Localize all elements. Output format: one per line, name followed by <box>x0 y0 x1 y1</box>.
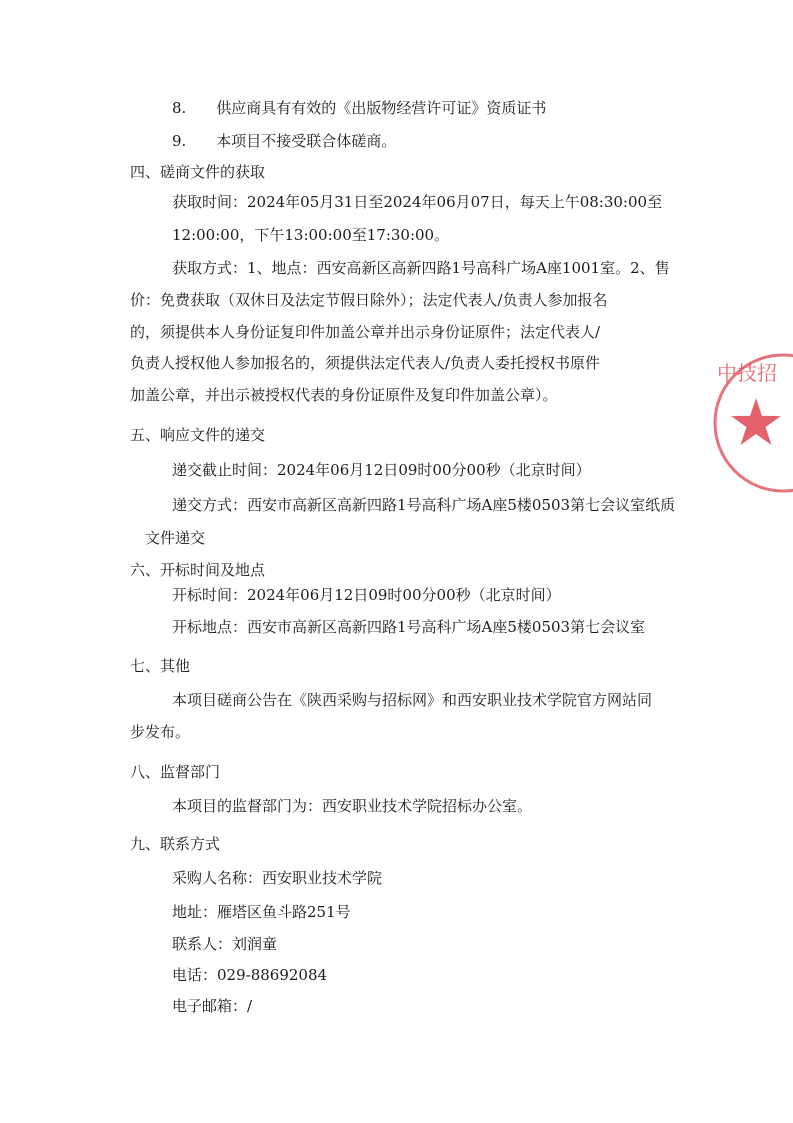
section-7-heading: 七、其他 <box>130 657 191 675</box>
section-6-place: 开标地点：西安市高新区高新四路1号高科广场A座5楼0503第七会议室 <box>172 618 646 636</box>
section-4-method-line-2: 价：免费获取（双休日及法定节假日除外）；法定代表人/负责人参加报名 <box>130 291 608 309</box>
seal-text: 中技招 <box>717 361 777 385</box>
contact-phone: 电话：029-88692084 <box>172 966 328 984</box>
section-6-heading: 六、开标时间及地点 <box>130 561 266 579</box>
section-5-method-line-1: 递交方式：西安市高新区高新四路1号高科广场A座5楼0503第七会议室纸质 <box>172 496 676 514</box>
section-5-heading: 五、响应文件的递交 <box>130 426 266 444</box>
contact-email: 电子邮箱：/ <box>172 997 253 1015</box>
seal-star-icon <box>731 398 781 445</box>
item-8: 8. 供应商具有有效的《出版物经营许可证》资质证书 <box>172 99 547 117</box>
section-4-method-line-1: 获取方式：1、地点：西安高新区高新四路1号高科广场A座1001室。2、售 <box>172 259 670 277</box>
section-4-time-line-1: 获取时间：2024年05月31日至2024年06月07日，每天上午08:30:00至 <box>172 193 663 211</box>
section-4-time-line-2: 12:00:00，下午13:00:00至17:30:00。 <box>172 226 450 244</box>
section-8-text: 本项目的监督部门为：西安职业技术学院招标办公室。 <box>172 797 533 815</box>
section-4-method-line-3: 的，须提供本人身份证复印件加盖公章并出示身份证原件；法定代表人/ <box>130 323 601 341</box>
section-5-method-line-2: 文件递交 <box>145 529 206 547</box>
item-9: 9. 本项目不接受联合体磋商。 <box>172 132 397 150</box>
section-4-method-line-4: 负责人授权他人参加报名的，须提供法定代表人/负责人委托授权书原件 <box>130 354 601 372</box>
contact-person: 联系人：刘润童 <box>172 935 278 953</box>
section-8-heading: 八、监督部门 <box>130 763 221 781</box>
section-4-heading: 四、磋商文件的获取 <box>130 163 266 181</box>
section-6-time: 开标时间：2024年06月12日09时00分00秒（北京时间） <box>172 586 561 604</box>
section-4-method-line-5: 加盖公章，并出示被授权代表的身份证原件及复印件加盖公章）。 <box>130 386 558 404</box>
section-7-text-line-1: 本项目磋商公告在《陕西采购与招标网》和西安职业技术学院官方网站同 <box>172 691 653 709</box>
official-seal <box>703 348 793 498</box>
purchaser-address: 地址：雁塔区鱼斗路251号 <box>172 903 351 921</box>
section-5-deadline: 递交截止时间：2024年06月12日09时00分00秒（北京时间） <box>172 461 591 479</box>
section-9-heading: 九、联系方式 <box>130 835 221 853</box>
purchaser-name: 采购人名称：西安职业技术学院 <box>172 869 383 887</box>
section-7-text-line-2: 步发布。 <box>130 723 191 741</box>
